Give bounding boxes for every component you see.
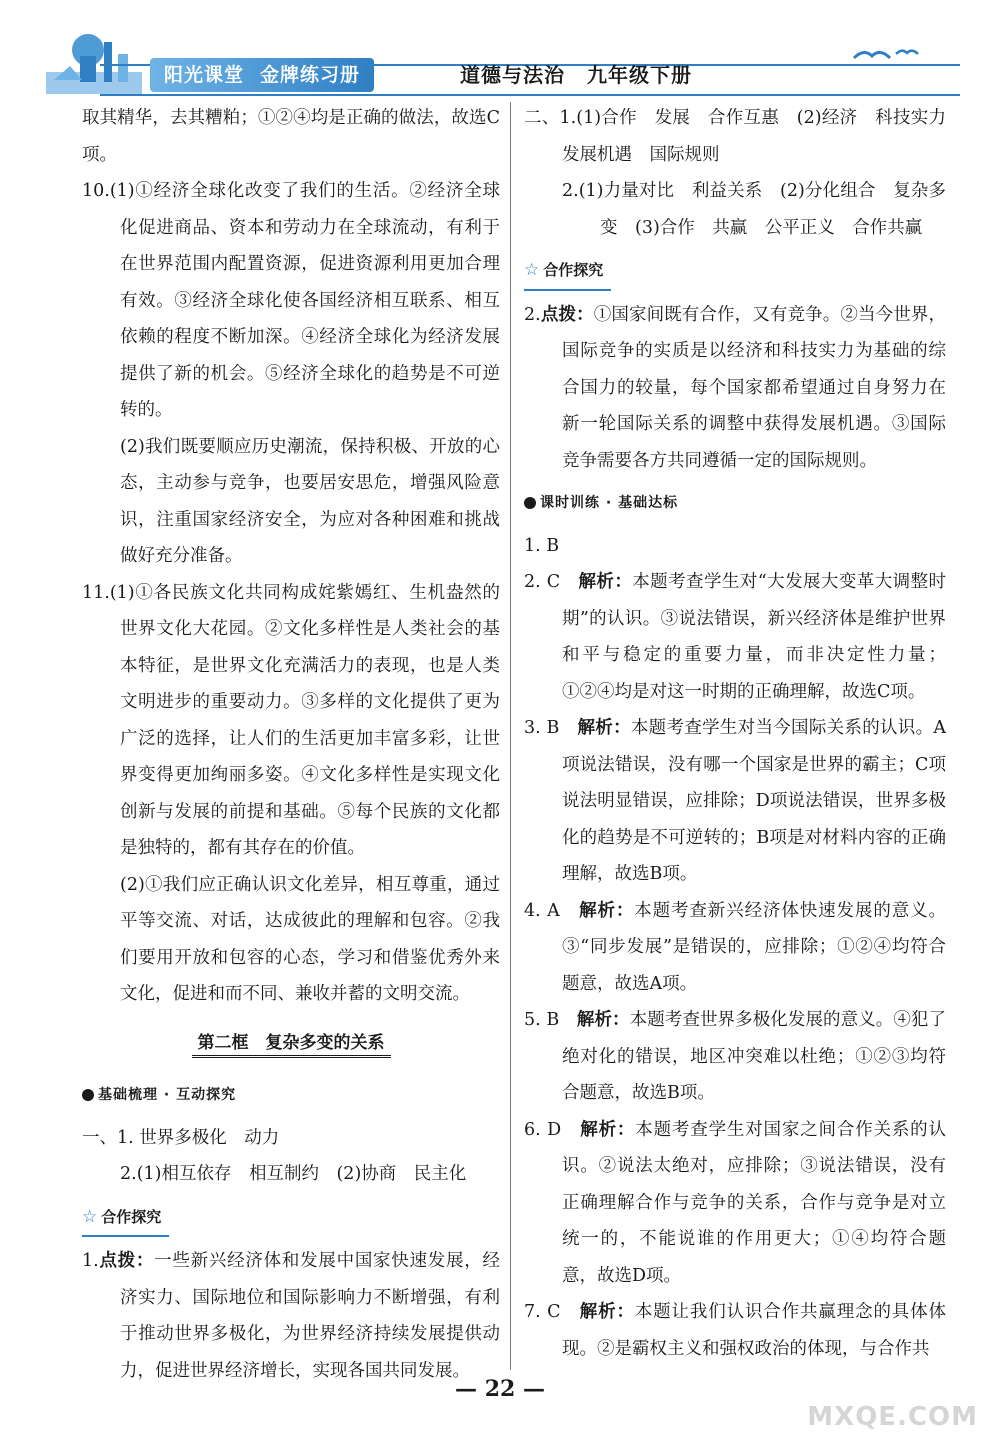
birds-icon xyxy=(850,42,920,72)
section-title: 第二框 复杂多变的关系 xyxy=(82,1025,500,1062)
brand-name: 阳光课堂 xyxy=(164,64,245,86)
page-header xyxy=(40,20,960,100)
answer-10-part-1: 10.(1)①经济全球化改变了我们的生活。②经济全球化促进商品、资本和劳动力在全球流动，有利于在世界范围内配置资源，促进资源利用更加合理有效。③经济全球化使各国经济相互联系、相互依赖的程度不断加深。④经济全球化为经济发展提供了新的机会。⑤经济全球化的趋势是不可逆转的。 xyxy=(82,181,500,420)
subject-title xyxy=(460,60,692,90)
answer-item: 7. C 解析：本题让我们认识合作共赢理念的具体体现。②是霸权主义和强权政治的体现，与合作共 xyxy=(524,1302,947,1359)
answer-item: 1. B xyxy=(524,535,560,556)
answer-10-part-2: (2)我们既要顺应历史潮流，保持积极、开放的心态，主动参与竞争，也要居安思危，增强风险意识，注重国家经济安全，为应对各种困难和挑战做好充分准备。 xyxy=(120,436,500,566)
grade-name: 九年级下册 xyxy=(587,63,692,87)
bullet-icon xyxy=(82,1089,94,1101)
answer-item: 4. A 解析：本题考查新兴经济体快速发展的意义。③“同步发展”是错误的，应排除；①②④均符合题意，故选A项。 xyxy=(524,900,946,994)
bullet-icon xyxy=(524,497,536,509)
brand-banner xyxy=(150,58,374,92)
star-icon: ☆ xyxy=(82,1206,98,1227)
brand-series: 金牌练习册 xyxy=(260,64,361,86)
explore-answer-2: 2.点拨：①国家间既有合作，又有竞争。②当今世界，国际竞争的实质是以经济和科技实力为基础的综合国力的较量，每个国家都希望通过自身努力在新一轮国际关系的调整中获得发展机遇。③国际竞争需要各方共同遵循一定的国际规则。 xyxy=(524,304,947,471)
column-divider xyxy=(510,102,511,1370)
page-number: — 22 — xyxy=(455,1376,545,1402)
section-tag: ☆ 合作探究 xyxy=(524,252,611,291)
explore-answer-1: 1.点拨：一些新兴经济体和发展中国家快速发展，经济实力、国际地位和国际影响力不断增强，有利于推动世界多极化，为世界经济持续发展提供动力，促进世界经济增长，实现各国共同发展。 xyxy=(82,1251,501,1381)
section-tag: 基础梳理 · 互动探究 xyxy=(82,1077,236,1114)
answer-item: 6. D 解析：本题考查学生对国家之间合作关系的认识。②说法太绝对，应排除；③说法错误，没有正确理解合作与竞争的关系，合作与竞争是对立统一的，不能说谁的作用更大；①④均符合题意，故选D项。 xyxy=(524,1119,947,1286)
answer-11-part-1: 11.(1)①各民族文化共同构成姹紫嫣红、生机盎然的世界文化大花园。②文化多样性是人类社会的基本特征，是世界文化充满活力的表现，也是人类文明进步的重要动力。③多样的文化提供了更为广泛的选择，让人们的生活更加丰富多彩，让世界变得更加绚丽多姿。④文化多样性是实现文化创新与发展的前提和基础。⑤每个民族的文化都是独特的，都有其存在的价值。 xyxy=(82,582,500,858)
left-column xyxy=(82,100,500,1389)
answer-11-part-2: (2)①我们应正确认识文化差异，相互尊重，通过平等交流、对话，达成彼此的理解和包容。②我们要用开放和包容的心态，学习和借鉴优秀外来文化，促进和而不同、兼收并蓄的文明交流。 xyxy=(120,874,500,1004)
subject-name: 道德与法治 xyxy=(460,63,565,87)
answer-item: 5. B 解析：本题考查世界多极化发展的意义。④犯了绝对化的错误，地区冲突难以杜绝；①②③均符合题意，故选B项。 xyxy=(524,1010,947,1103)
section-tag: ☆ 合作探究 xyxy=(82,1199,169,1238)
watermark: MXQE.COM xyxy=(807,1402,978,1432)
right-column xyxy=(524,100,964,1367)
answer-line: 2.(1)相互依存 相互制约 (2)协商 民主化 xyxy=(120,1164,467,1184)
star-icon: ☆ xyxy=(524,260,540,280)
answer-text: 取其精华，去其糟粕；①②④均是正确的做法，故选C项。 xyxy=(82,108,500,165)
section-tag: 课时训练 · 基础达标 xyxy=(524,485,678,522)
answer-item: 2. C 解析：本题考查学生对“大发展大变革大调整时期”的认识。③说法错误，新兴经济体是维护世界和平与稳定的重要力量，而非决定性力量；①②④均是对这一时期的正确理解，故选C项。 xyxy=(524,572,947,702)
answer-line: 一、1. 世界多极化 动力 xyxy=(82,1127,280,1148)
answer-line: 二、1.(1)合作 发展 合作互惠 (2)经济 科技实力 发展机遇 国际规则 xyxy=(524,108,964,165)
answer-item: 3. B 解析：本题考查学生对当今国际关系的认识。A项说法错误，没有哪一个国家是世界的霸主；C项说法明显错误，应排除；D项说法错误，世界多极化的趋势是不可逆转的；B项是对材料内容的正确理解，故选B项。 xyxy=(524,718,947,884)
answer-line: 2.(1)力量对比 利益关系 (2)分化组合 复杂多变 (3)合作 共赢 公平正义 合作共赢 xyxy=(562,181,946,238)
